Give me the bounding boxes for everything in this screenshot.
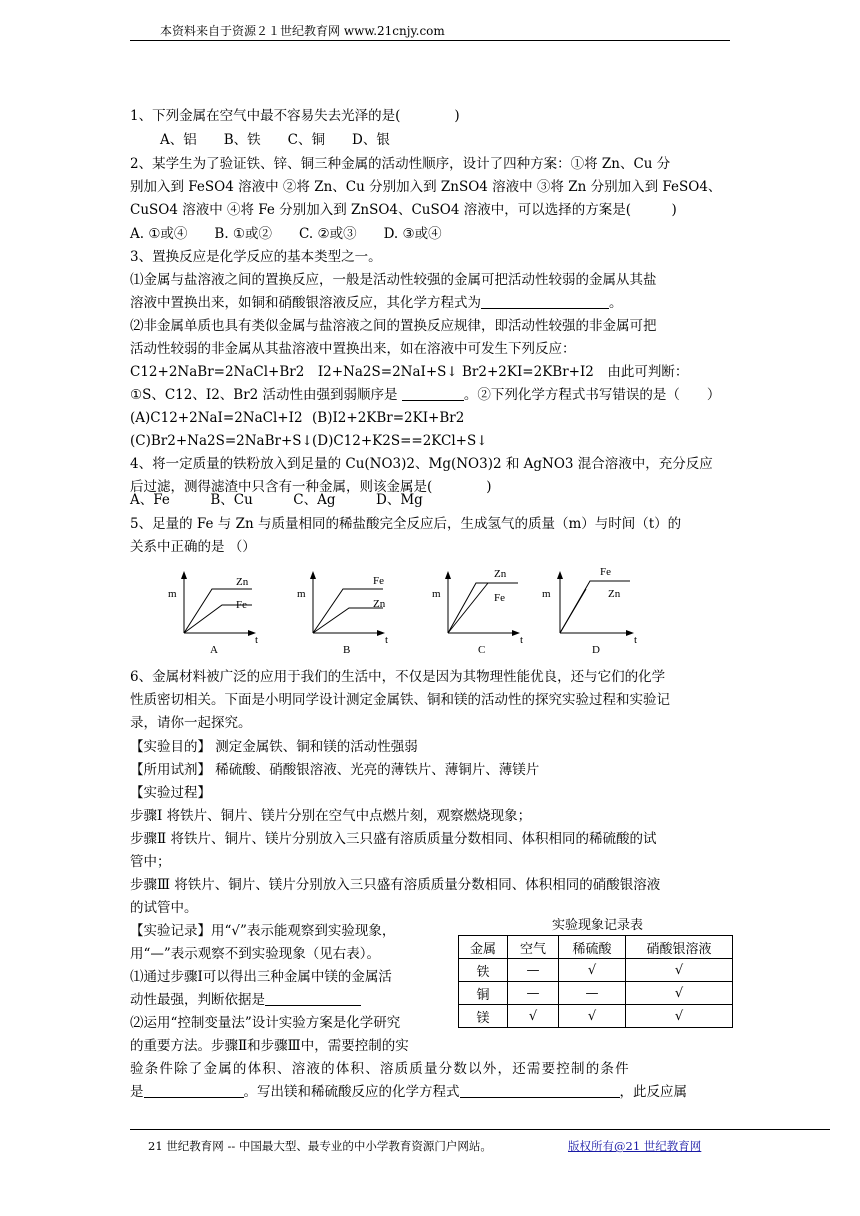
q6-step2-line2: 管中； — [130, 854, 171, 870]
q3-equations: C12+2NaBr=2NaCl+Br2 I2+Na2S=2NaI+S↓ Br2+2KI=2KBr+I2 由此可判断： — [130, 364, 689, 380]
graph-d-lower-label: Zn — [608, 588, 621, 600]
answer-blank-condition[interactable] — [144, 1083, 244, 1098]
table-caption: 实验现象记录表 — [552, 918, 644, 933]
footer-rule — [130, 1129, 830, 1130]
q2-line3: CuSO4 溶液中 ④将 Fe 分别加入到 ZnSO4、CuSO4 溶液中，可以选择的方案是( ) — [130, 202, 677, 218]
table-header-cell: 稀硫酸 — [559, 936, 626, 959]
graph-c-yarrow — [445, 571, 451, 579]
table-row — [459, 1005, 733, 1028]
q6-sub1-line2 — [130, 990, 361, 1010]
q6-line1: 6、金属材料被广泛的应用于我们的生活中，不仅是因为其物理性能优良，还与它们的化学 — [130, 669, 666, 685]
q6-step3-line2: 的试管中。 — [130, 900, 198, 916]
table-row — [459, 959, 733, 982]
graph-b-xarrow — [377, 630, 385, 636]
table-cell: — — [508, 959, 559, 982]
q6-sub2-mid: 。写出镁和稀硫酸反应的化学方程式 — [243, 1084, 460, 1100]
table-header-cell: 硝酸银溶液 — [626, 936, 733, 959]
q3-sub2-text: 。②下列化学方程式书写错误的是（ ） — [463, 387, 721, 403]
q5-line1: 5、足量的 Fe 与 Zn 与质量相同的稀盐酸完全反应后，生成氢气的质量（m）与时间（t）的 — [130, 516, 682, 532]
answer-blank-order[interactable] — [402, 386, 464, 401]
table-cell: √ — [559, 1005, 626, 1028]
graph-b-yarrow — [310, 571, 316, 579]
graph-c-lower-line — [448, 583, 488, 633]
graph-d-ylabel: m — [542, 588, 551, 600]
q1-options: A、铝 B、铁 C、铜 D、银 — [160, 132, 390, 148]
footer-copyright-link[interactable]: 版权所有@21 世纪教育网 — [568, 1139, 702, 1153]
graph-d — [538, 565, 648, 660]
graph-a-upper-line — [184, 589, 252, 633]
q3-sub1-text: ①S、C12、I2、Br2 活动性由强到弱顺序是 — [130, 387, 398, 403]
graph-c-lower-label: Fe — [494, 592, 505, 604]
q6-sub2-pre: 是 — [130, 1084, 144, 1100]
q2-line1: 2、某学生为了验证铁、锌、铜三种金属的活动性顺序，设计了四种方案：①将 Zn、Cu 分 — [130, 156, 671, 172]
q6-sub2-end: ，此反应属 — [619, 1084, 687, 1100]
q3-part1-line1: ⑴金属与盐溶液之间的置换反应，一般是活动性较强的金属可把活动性较弱的金属从其盐 — [130, 272, 657, 288]
graph-c-upper-line — [448, 583, 518, 633]
table-cell: 镁 — [459, 1005, 508, 1028]
graph-c-xlabel: t — [520, 634, 524, 646]
q6-sub1-text: 动性最强，判断依据是 — [130, 992, 265, 1008]
graph-b — [293, 565, 403, 660]
graph-b-upper-line — [313, 589, 383, 633]
table-header-cell: 空气 — [508, 936, 559, 959]
answer-blank-mg-equation[interactable] — [460, 1083, 620, 1098]
page-header: 本资料来自于资源２１世纪教育网 www.21cnjy.com — [160, 24, 445, 38]
graph-b-upper-label: Fe — [373, 575, 384, 587]
q3-options-cd — [130, 431, 488, 451]
graph-a-xlabel: t — [255, 634, 259, 646]
q3-part1-line2 — [130, 293, 623, 313]
table-header-cell: 金属 — [459, 936, 508, 959]
q6-step3-line1: 步骤Ⅲ 将铁片、铜片、镁片分别放入三只盛有溶质质量分数相同、体积相同的硝酸银溶液 — [130, 877, 661, 893]
q3-title: 3、置换反应是化学反应的基本类型之一。 — [130, 249, 382, 265]
graph-a-ylabel: m — [168, 588, 177, 600]
q6-line3: 录，请你一起探究。 — [130, 715, 252, 731]
q6-reagents: 【所用试剂】 稀硫酸、硝酸银溶液、光亮的薄铁片、薄铜片、薄镁片 — [130, 762, 540, 778]
q6-step1: 步骤Ⅰ 将铁片、铜片、镁片分别在空气中点燃片刻，观察燃烧现象； — [130, 808, 532, 824]
graph-c-upper-label: Zn — [494, 568, 507, 580]
q6-sub2-line1: ⑵运用“控制变量法”设计实验方案是化学研究 — [130, 1015, 401, 1031]
table-header-row — [459, 936, 733, 959]
q5-line2: 关系中正确的是 （） — [130, 539, 256, 555]
q4-line1: 4、将一定质量的铁粉放入到足量的 Cu(NO3)2、Mg(NO3)2 和 AgNO3 混合溶液中，充分反应 — [130, 456, 713, 472]
footer-text: 21 世纪教育网 -- 中国最大型、最专业的中小学教育资源门户网站。 — [148, 1139, 492, 1153]
q6-process: 【实验过程】 — [130, 785, 211, 801]
graph-a-lower-label: Fe — [236, 599, 247, 611]
q2-options: A. ①或④ B. ①或② C. ②或③ D. ③或④ — [130, 226, 442, 242]
table-row — [459, 982, 733, 1005]
q6-record-line1: 【实验记录】用“√”表示能观察到实验现象， — [130, 923, 396, 939]
q3-part1-text: 溶液中置换出来，如铜和硝酸银溶液反应，其化学方程式为 — [130, 295, 481, 311]
q3-option-a: (A)C12+2NaI=2NaCl+I2 — [130, 410, 303, 426]
graph-d-letter: D — [592, 644, 600, 656]
graph-d-xlabel: t — [634, 634, 638, 646]
table-cell: √ — [559, 959, 626, 982]
q6-sub2-line4 — [130, 1082, 687, 1102]
q6-step2-line1: 步骤Ⅱ 将铁片、铜片、镁片分别放入三只盛有溶质质量分数相同、体积相同的稀硫酸的试 — [130, 831, 657, 847]
graph-a-letter: A — [210, 644, 218, 656]
q3-option-c: (C)Br2+Na2S=2NaBr+S↓ — [130, 433, 313, 449]
q1-stem: 1、下列金属在空气中最不容易失去光泽的是( ) — [130, 108, 460, 124]
q4-options: A、Fe B、Cu C、Ag D、Mg — [130, 492, 423, 508]
graph-c — [428, 565, 538, 660]
q3-options-ab — [130, 408, 465, 428]
table-cell: √ — [626, 982, 733, 1005]
graph-b-xlabel: t — [385, 634, 389, 646]
graph-d-yarrow — [557, 571, 563, 579]
q4-line2: 后过滤，测得滤渣中只含有一种金属，则该金属是( ) — [130, 479, 492, 495]
graph-b-letter: B — [343, 644, 351, 656]
q3-part1-end: 。 — [609, 295, 623, 311]
table-cell: √ — [626, 959, 733, 982]
graph-b-lower-label: Zn — [373, 598, 386, 610]
q6-sub2-line2: 的重要方法。步骤Ⅱ和步骤Ⅲ中，需要控制的实 — [130, 1038, 409, 1054]
q2-line2: 别加入到 FeSO4 溶液中 ②将 Zn、Cu 分别加入到 ZnSO4 溶液中 ③将 Zn 分别加入到 FeSO4、 — [130, 179, 722, 195]
q3-part2-line1: ⑵非金属单质也具有类似金属与盐溶液之间的置换反应规律，即活动性较强的非金属可把 — [130, 318, 657, 334]
q6-record-line2: 用“—”表示观察不到实验现象（见右表）。 — [130, 946, 381, 962]
graph-d-lower-line — [560, 589, 586, 633]
q6-purpose: 【实验目的】 测定金属铁、铜和镁的活动性强弱 — [130, 739, 418, 755]
table-cell: 铜 — [459, 982, 508, 1005]
graph-a-upper-label: Zn — [236, 576, 249, 588]
table-cell: — — [559, 982, 626, 1005]
graph-a — [160, 565, 270, 660]
graph-c-xarrow — [512, 630, 520, 636]
q6-line2: 性质密切相关。下面是小明同学设计测定金属铁、铜和镁的活动性的探究实验过程和实验记 — [130, 692, 670, 708]
graph-c-ylabel: m — [432, 588, 441, 600]
table-cell: 铁 — [459, 959, 508, 982]
header-rule — [130, 40, 730, 41]
q6-sub2-line3: 验条件除了金属的体积、溶液的体积、溶质质量分数以外，还需要控制的条件 — [130, 1061, 630, 1077]
graph-a-yarrow — [181, 571, 187, 579]
graph-b-ylabel: m — [297, 588, 306, 600]
q6-sub1-line1: ⑴通过步骤Ⅰ可以得出三种金属中镁的金属活 — [130, 969, 392, 985]
graph-c-letter: C — [478, 644, 486, 656]
record-table — [458, 935, 733, 1028]
answer-blank-equation[interactable] — [481, 294, 609, 309]
answer-blank-basis[interactable] — [265, 991, 361, 1006]
q3-option-d: (D)C12+K2S==2KCl+S↓ — [312, 433, 488, 449]
graph-d-upper-label: Fe — [600, 566, 611, 578]
q3-subquestion — [130, 385, 720, 405]
table-cell: — — [508, 982, 559, 1005]
graph-d-xarrow — [626, 630, 634, 636]
q3-option-b: (B)I2+2KBr=2KI+Br2 — [312, 410, 465, 426]
q3-part2-line2: 活动性较弱的非金属从其盐溶液中置换出来，如在溶液中可发生下列反应： — [130, 341, 576, 357]
table-cell: √ — [626, 1005, 733, 1028]
graph-b-lower-line — [313, 608, 383, 633]
table-cell: √ — [508, 1005, 559, 1028]
